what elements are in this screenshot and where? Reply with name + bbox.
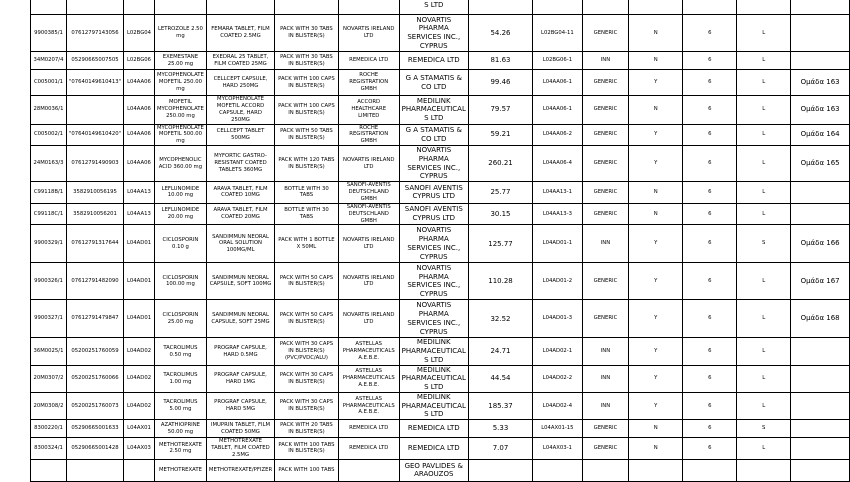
importer-cell: REMEDICA LTD: [399, 438, 468, 460]
code-cell: 9900327/1: [31, 300, 67, 338]
pack-size-cell: BOTTLE WITH 30 TABS: [275, 203, 339, 225]
table-row: [31, 338, 850, 365]
price-cell: 81.63: [468, 52, 532, 70]
flag-cell: Y: [629, 338, 683, 365]
importer-cell: REMEDICA LTD: [399, 52, 468, 70]
type-cell: INN: [582, 365, 629, 392]
importer-cell: SANOFI AVENTIS CYPRUS LTD: [399, 203, 468, 225]
substance-cell: LEFLUNOMIDE 20.00 mg: [154, 203, 206, 225]
group-cell: Ομάδα 165: [791, 146, 850, 182]
importer-cell: G A STAMATIS & CO LTD: [399, 124, 468, 146]
type-cell: GENERIC: [582, 420, 629, 438]
product-name-cell: SANDIMMUN NEORAL CAPSULE, SOFT 100MG: [206, 263, 274, 300]
importer-cell: REMEDICA LTD: [399, 420, 468, 438]
price-cell: 54.26: [468, 15, 532, 52]
type-cell: GENERIC: [582, 70, 629, 96]
barcode-cell: 3582910056195: [66, 182, 123, 204]
atc-code-cell: L04AD01: [124, 263, 155, 300]
atc-code-cell: L04AA06: [124, 70, 155, 96]
pack-size-cell: PACK WITH 100 CAPS IN BLISTER(S): [275, 70, 339, 96]
mah-cell: ASTELLAS PHARMACEUTICALS A.E.B.E.: [338, 365, 399, 392]
importer-cell: MEDILINK PHARMACEUTICAL S LTD: [399, 392, 468, 419]
group-cell: Ομάδα 163: [791, 70, 850, 96]
code-cell: C99118C/1: [31, 203, 67, 225]
category-cell: L: [737, 70, 791, 96]
price-cell: 99.46: [468, 70, 532, 96]
level-cell: 6: [683, 420, 737, 438]
pack-size-cell: PACK WITH 1 BOTTLE X 50ML: [275, 225, 339, 263]
barcode-cell: 07612791482090: [66, 263, 123, 300]
table-body: [31, 0, 850, 481]
product-name-cell: SANDIMMUN NEORAL CAPSULE, SOFT 25MG: [206, 300, 274, 338]
product-name-cell: ARAVA TABLET, FILM COATED 10MG: [206, 182, 274, 204]
flag-cell: N: [629, 182, 683, 204]
type-cell: GENERIC: [582, 146, 629, 182]
type-cell: GENERIC: [582, 438, 629, 460]
importer-cell: GEO PAVLIDES & ARAOUZOS: [399, 459, 468, 481]
code-cell: 9900329/1: [31, 225, 67, 263]
price-cell: 30.15: [468, 203, 532, 225]
product-name-cell: PROGRAF CAPSULE, HARD 5MG: [206, 392, 274, 419]
category-cell: L: [737, 124, 791, 146]
group-cell: [791, 438, 850, 460]
mah-cell: NOVARTIS IRELAND LTD: [338, 300, 399, 338]
pack-size-cell: PACK WITH 30 CAPS IN BLISTER(S): [275, 392, 339, 419]
pack-size-cell: PACK WITH 120 TABS IN BLISTER(S): [275, 146, 339, 182]
group-cell: Ομάδα 163: [791, 96, 850, 125]
level-cell: 6: [683, 225, 737, 263]
atc-code-cell: L04AA13: [124, 203, 155, 225]
importer-cell: NOVARTIS PHARMA SERVICES INC., CYPRUS: [399, 263, 468, 300]
atc-code-cell: L04AA06: [124, 124, 155, 146]
type-cell: GENERIC: [582, 96, 629, 125]
table-row: [31, 52, 850, 70]
atc-group-cell: L04AD02-4: [533, 392, 583, 419]
atc-code-cell: L04AA13: [124, 182, 155, 204]
substance-cell: MYCOPHENOLIC ACID 360.00 mg: [154, 146, 206, 182]
importer-cell: MEDILINK PHARMACEUTICAL S LTD: [399, 365, 468, 392]
mah-cell: REMEDICA LTD: [338, 52, 399, 70]
substance-cell: CICLOSPORIN 25.00 mg: [154, 300, 206, 338]
code-cell: 20M0307/2: [31, 365, 67, 392]
substance-cell: MYCOPHENOLATE MOFETIL 250.00 mg: [154, 70, 206, 96]
flag-cell: Y: [629, 225, 683, 263]
category-cell: L: [737, 96, 791, 125]
flag-cell: Y: [629, 146, 683, 182]
level-cell: 6: [683, 438, 737, 460]
type-cell: GENERIC: [582, 203, 629, 225]
category-cell: L: [737, 392, 791, 419]
type-cell: INN: [582, 225, 629, 263]
flag-cell: Y: [629, 392, 683, 419]
substance-cell: AZATHIOPRINE 50.00 mg: [154, 420, 206, 438]
mah-cell: ASTELLAS PHARMACEUTICALS A.E.B.E.: [338, 338, 399, 365]
atc-group-cell: L04AX03-1: [533, 438, 583, 460]
flag-cell: Y: [629, 300, 683, 338]
product-name-cell: IMUPRIN TABLET, FILM COATED 50MG: [206, 420, 274, 438]
atc-group-cell: L04AD01-3: [533, 300, 583, 338]
substance-cell: EXEMESTANE 25.00 mg: [154, 52, 206, 70]
price-list-sheet: [30, 0, 850, 482]
atc-code-cell: L04AD02: [124, 392, 155, 419]
pack-size-cell: PACK WITH 100 CAPS IN BLISTER(S): [275, 96, 339, 125]
price-cell: 44.54: [468, 365, 532, 392]
substance-cell: METHOTREXATE 2.50 mg: [154, 438, 206, 460]
category-cell: S: [737, 225, 791, 263]
code-cell: 8300220/1: [31, 420, 67, 438]
code-cell: 9900326/1: [31, 263, 67, 300]
flag-cell: Y: [629, 365, 683, 392]
pack-size-cell: PACK WITH 30 CAPS IN BLISTER(S): [275, 365, 339, 392]
code-cell: 36M0025/1: [31, 338, 67, 365]
importer-cell: MEDILINK PHARMACEUTICAL S LTD: [399, 338, 468, 365]
product-name-cell: METHOTREXATE TABLET, FILM COATED 2.5MG: [206, 438, 274, 460]
price-cell: 185.37: [468, 392, 532, 419]
price-cell: 79.57: [468, 96, 532, 125]
mah-cell: REMEDICA LTD: [338, 438, 399, 460]
category-cell: L: [737, 15, 791, 52]
flag-cell: Y: [629, 263, 683, 300]
code-cell: 20M0308/2: [31, 392, 67, 419]
category-cell: L: [737, 146, 791, 182]
table-row: [31, 420, 850, 438]
group-cell: Ομάδα 167: [791, 263, 850, 300]
pack-size-cell: PACK WITH 100 TABS IN BLISTER(S): [275, 438, 339, 460]
price-cell: 24.71: [468, 338, 532, 365]
category-cell: S: [737, 420, 791, 438]
substance-cell: TACROLIMUS 0.50 mg: [154, 338, 206, 365]
atc-group-cell: L02BG04-11: [533, 15, 583, 52]
level-cell: 6: [683, 146, 737, 182]
barcode-cell: 07612791490903: [66, 146, 123, 182]
level-cell: 6: [683, 300, 737, 338]
mah-cell: SANOFI-AVENTIS DEUTSCHLAND GMBH: [338, 203, 399, 225]
atc-code-cell: L04AA06: [124, 96, 155, 125]
type-cell: GENERIC: [582, 263, 629, 300]
category-cell: L: [737, 338, 791, 365]
group-cell: [791, 338, 850, 365]
flag-cell: N: [629, 420, 683, 438]
price-list-table: [30, 0, 850, 482]
substance-cell: METHOTREXATE: [154, 459, 206, 481]
barcode-cell: [66, 96, 123, 125]
atc-code-cell: L04AD01: [124, 225, 155, 263]
barcode-cell: 05290665001428: [66, 438, 123, 460]
substance-cell: CICLOSPORIN 100.00 mg: [154, 263, 206, 300]
atc-group-cell: L04AD01-1: [533, 225, 583, 263]
pack-size-cell: PACK WITH 50 CAPS IN BLISTER(S): [275, 300, 339, 338]
importer-cell: NOVARTIS PHARMA SERVICES INC., CYPRUS: [399, 15, 468, 52]
importer-cell: S LTD: [399, 0, 468, 15]
level-cell: 6: [683, 338, 737, 365]
product-name-cell: CELLCEPT CAPSULE, HARD 250MG: [206, 70, 274, 96]
product-name-cell: PROGRAF CAPSULE, HARD 0.5MG: [206, 338, 274, 365]
atc-group-cell: L02BG06-1: [533, 52, 583, 70]
category-cell: L: [737, 52, 791, 70]
table-row: [31, 438, 850, 460]
price-cell: 5.33: [468, 420, 532, 438]
table-row: [31, 392, 850, 419]
product-name-cell: SANDIMMUN NEORAL ORAL SOLUTION 100MG/ML: [206, 225, 274, 263]
group-cell: [791, 392, 850, 419]
group-cell: [791, 52, 850, 70]
type-cell: GENERIC: [582, 300, 629, 338]
mah-cell: ROCHE REGISTRATION GMBH: [338, 70, 399, 96]
importer-cell: SANOFI AVENTIS CYPRUS LTD: [399, 182, 468, 204]
atc-code-cell: L04AX01: [124, 420, 155, 438]
level-cell: 6: [683, 365, 737, 392]
barcode-cell: 05290665007505: [66, 52, 123, 70]
category-cell: L: [737, 182, 791, 204]
pack-size-cell: PACK WITH 30 CAPS IN BLISTER(S) (PVC/PVDC/ALU): [275, 338, 339, 365]
group-cell: Ομάδα 166: [791, 225, 850, 263]
atc-group-cell: L04AA06-1: [533, 96, 583, 125]
atc-code-cell: L02BG04: [124, 15, 155, 52]
level-cell: 6: [683, 52, 737, 70]
importer-cell: NOVARTIS PHARMA SERVICES INC., CYPRUS: [399, 225, 468, 263]
code-cell: 34M0207/4: [31, 52, 67, 70]
flag-cell: N: [629, 96, 683, 125]
atc-group-cell: L04AA06-2: [533, 124, 583, 146]
level-cell: 6: [683, 203, 737, 225]
product-name-cell: MYFORTIC GASTRO-RESISTANT COATED TABLETS 360MG: [206, 146, 274, 182]
flag-cell: Y: [629, 70, 683, 96]
mah-cell: NOVARTIS IRELAND LTD: [338, 263, 399, 300]
flag-cell: N: [629, 52, 683, 70]
atc-group-cell: L04AD02-1: [533, 338, 583, 365]
price-cell: 59.21: [468, 124, 532, 146]
group-cell: [791, 365, 850, 392]
mah-cell: NOVARTIS IRELAND LTD: [338, 225, 399, 263]
substance-cell: TACROLIMUS 5.00 mg: [154, 392, 206, 419]
code-cell: 28M0036/1: [31, 96, 67, 125]
product-name-cell: CELLCEPT TABLET 500MG: [206, 124, 274, 146]
barcode-cell: 07612797143056: [66, 15, 123, 52]
price-cell: 110.28: [468, 263, 532, 300]
barcode-cell: "07640149610413": [66, 70, 123, 96]
substance-cell: TACROLIMUS 1.00 mg: [154, 365, 206, 392]
category-cell: L: [737, 263, 791, 300]
group-cell: [791, 182, 850, 204]
category-cell: L: [737, 300, 791, 338]
flag-cell: Y: [629, 124, 683, 146]
table-row: [31, 124, 850, 146]
product-name-cell: MYCOPHENOLATE MOFETIL ACCORD CAPSULE, HARD 250MG: [206, 96, 274, 125]
table-row: [31, 15, 850, 52]
flag-cell: N: [629, 438, 683, 460]
table-row: [31, 182, 850, 204]
type-cell: GENERIC: [582, 15, 629, 52]
code-cell: 8300324/1: [31, 438, 67, 460]
mah-cell: ROCHE REGISTRATION GMBH: [338, 124, 399, 146]
atc-group-cell: L04AA06-1: [533, 70, 583, 96]
importer-cell: NOVARTIS PHARMA SERVICES INC., CYPRUS: [399, 146, 468, 182]
price-cell: 125.77: [468, 225, 532, 263]
barcode-cell: 3582910056201: [66, 203, 123, 225]
price-cell: 32.52: [468, 300, 532, 338]
code-cell: C005002/1: [31, 124, 67, 146]
table-row: [31, 146, 850, 182]
flag-cell: N: [629, 203, 683, 225]
type-cell: INN: [582, 338, 629, 365]
table-row: [31, 263, 850, 300]
barcode-cell: "07640149610420": [66, 124, 123, 146]
atc-group-cell: L04AA13-1: [533, 182, 583, 204]
pack-size-cell: PACK WITH 20 TABS IN BLISTER(S): [275, 420, 339, 438]
table-row-partial: [31, 0, 850, 15]
table-row: [31, 225, 850, 263]
pack-size-cell: PACK WITH 30 TABS IN BLISTER(S): [275, 52, 339, 70]
barcode-cell: 05200251760059: [66, 338, 123, 365]
barcode-cell: 05200251760066: [66, 365, 123, 392]
code-cell: C005001/1: [31, 70, 67, 96]
barcode-cell: 07612791479847: [66, 300, 123, 338]
group-cell: [791, 203, 850, 225]
category-cell: L: [737, 203, 791, 225]
flag-cell: N: [629, 15, 683, 52]
atc-code-cell: L04AD02: [124, 338, 155, 365]
group-cell: Ομάδα 164: [791, 124, 850, 146]
table-row: [31, 300, 850, 338]
substance-cell: LETROZOLE 2.50 mg: [154, 15, 206, 52]
atc-code-cell: L04AD02: [124, 365, 155, 392]
mah-cell: ACCORD HEALTHCARE LIMITED: [338, 96, 399, 125]
atc-code-cell: L04AX03: [124, 438, 155, 460]
group-cell: [791, 15, 850, 52]
substance-cell: LEFLUNOMIDE 10.00 mg: [154, 182, 206, 204]
mah-cell: NOVARTIS IRELAND LTD: [338, 146, 399, 182]
type-cell: INN: [582, 52, 629, 70]
mah-cell: NOVARTIS IRELAND LTD: [338, 15, 399, 52]
table-row: [31, 203, 850, 225]
price-cell: 25.77: [468, 182, 532, 204]
mah-cell: ASTELLAS PHARMACEUTICALS A.E.B.E.: [338, 392, 399, 419]
atc-code-cell: L02BG06: [124, 52, 155, 70]
product-name-cell: FEMARA TABLET, FILM COATED 2.5MG: [206, 15, 274, 52]
level-cell: 6: [683, 392, 737, 419]
importer-cell: G A STAMATIS & CO LTD: [399, 70, 468, 96]
product-name-cell: ARAVA TABLET, FILM COATED 20MG: [206, 203, 274, 225]
product-name-cell: PROGRAF CAPSULE, HARD 1MG: [206, 365, 274, 392]
price-cell: 7.07: [468, 438, 532, 460]
code-cell: C99118B/1: [31, 182, 67, 204]
atc-group-cell: L04AD01-2: [533, 263, 583, 300]
price-cell: 260.21: [468, 146, 532, 182]
importer-cell: MEDILINK PHARMACEUTICAL S LTD: [399, 96, 468, 125]
atc-code-cell: L04AD01: [124, 300, 155, 338]
level-cell: 6: [683, 182, 737, 204]
type-cell: GENERIC: [582, 124, 629, 146]
mah-cell: REMEDICA LTD: [338, 420, 399, 438]
pack-size-cell: PACK WITH 50 TABS IN BLISTER(S): [275, 124, 339, 146]
importer-cell: NOVARTIS PHARMA SERVICES INC., CYPRUS: [399, 300, 468, 338]
table-row: [31, 365, 850, 392]
level-cell: 6: [683, 124, 737, 146]
category-cell: L: [737, 438, 791, 460]
type-cell: INN: [582, 392, 629, 419]
type-cell: GENERIC: [582, 182, 629, 204]
level-cell: 6: [683, 263, 737, 300]
pack-size-cell: BOTTLE WITH 30 TABS: [275, 182, 339, 204]
product-name-cell: METHOTREXATE/PFIZER: [206, 459, 274, 481]
product-name-cell: EXEDRAL 25 TABLET, FILM COATED 25MG: [206, 52, 274, 70]
code-cell: 24M0163/3: [31, 146, 67, 182]
group-cell: [791, 420, 850, 438]
level-cell: 6: [683, 96, 737, 125]
code-cell: 9900385/1: [31, 15, 67, 52]
barcode-cell: 05290665001633: [66, 420, 123, 438]
atc-code-cell: L04AA06: [124, 146, 155, 182]
table-row: [31, 96, 850, 125]
pack-size-cell: PACK WITH 50 CAPS IN BLISTER(S): [275, 263, 339, 300]
barcode-cell: 05200251760073: [66, 392, 123, 419]
pack-size-cell: PACK WITH 30 TABS IN BLISTER(S): [275, 15, 339, 52]
pack-size-cell: PACK WITH 100 TABS: [275, 459, 339, 481]
substance-cell: CICLOSPORIN 0.10 g: [154, 225, 206, 263]
mah-cell: SANOFI-AVENTIS DEUTSCHLAND GMBH: [338, 182, 399, 204]
atc-group-cell: L04AD02-2: [533, 365, 583, 392]
substance-cell: MYCOPHENOLATE MOFETIL 500.00 mg: [154, 124, 206, 146]
group-cell: Ομάδα 168: [791, 300, 850, 338]
barcode-cell: 07612791317644: [66, 225, 123, 263]
atc-group-cell: L04AA13-3: [533, 203, 583, 225]
level-cell: 6: [683, 70, 737, 96]
category-cell: L: [737, 365, 791, 392]
atc-group-cell: L04AX01-15: [533, 420, 583, 438]
level-cell: 6: [683, 15, 737, 52]
substance-cell: MOFETIL MYCOPHENOLATE 250.00 mg: [154, 96, 206, 125]
atc-group-cell: L04AA06-4: [533, 146, 583, 182]
table-row: [31, 70, 850, 96]
